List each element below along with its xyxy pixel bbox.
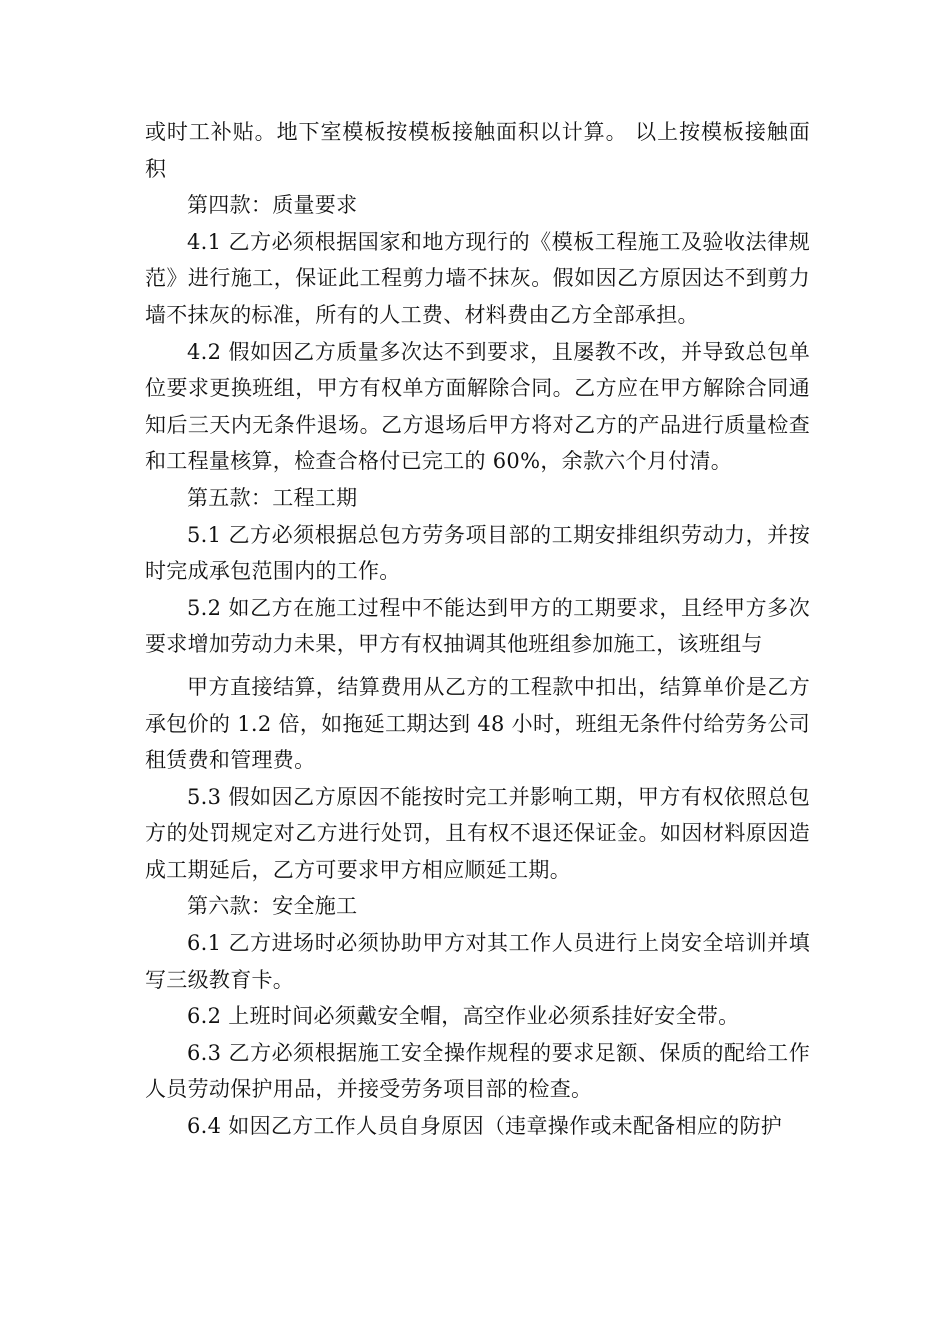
clause-6-3: 6.3 乙方必须根据施工安全操作规程的要求足额、保质的配给工作人员劳动保护用品，并接受劳务项目部的检查。 bbox=[145, 1040, 810, 1102]
clause-5-3: 5.3 假如因乙方原因不能按时完工并影响工期，甲方有权依照总包方的处罚规定对乙方进行处罚，且有权不退还保证金。如因材料原因造成工期延后，乙方可要求甲方相应顺延工期。 bbox=[145, 784, 810, 882]
clause-5-2: 5.2 如乙方在施工过程中不能达到甲方的工期要求，且经甲方多次要求增加劳动力未果，甲方有权抽调其他班组参加施工，该班组与 bbox=[145, 595, 810, 657]
clause-5-1: 5.1 乙方必须根据总包方劳务项目部的工期安排组织劳动力，并按时完成承包范围内的工作。 bbox=[145, 522, 810, 584]
clause-6-2: 6.2 上班时间必须戴安全帽，高空作业必须系挂好安全带。 bbox=[187, 1004, 740, 1029]
clause-6-1: 6.1 乙方进场时必须协助甲方对其工作人员进行上岗安全培训并填写三级教育卡。 bbox=[145, 931, 810, 992]
clause-6-4: 6.4 如因乙方工作人员自身原因（违章操作或未配备相应的防护 bbox=[187, 1114, 783, 1139]
clause-4-2: 4.2 假如因乙方质量多次达不到要求，且屡教不改，并导致总包单位要求更换班组，甲方有权单方面解除合同。乙方应在甲方解除合同通知后三天内无条件退场。乙方退场后甲方将对乙方的产品进行质量检查和工程量核算，检查合格付已完工的 60%，余款六个月付清。 bbox=[145, 339, 810, 474]
section-heading-schedule: 第五款：工程工期 bbox=[187, 485, 358, 510]
document-body bbox=[145, 114, 810, 1145]
section-heading-quality: 第四款：质量要求 bbox=[187, 193, 358, 218]
clause-5-2-continued: 甲方直接结算，结算费用从乙方的工程款中扣出，结算单价是乙方承包价的 1.2 倍，如拖延工期达到 48 小时，班组无条件付给劳务公司租赁费和管理费。 bbox=[145, 674, 810, 773]
clause-4-1: 4.1 乙方必须根据国家和地方现行的《模板工程施工及验收法律规范》进行施工，保证此工程剪力墙不抹灰。假如因乙方原因达不到剪力墙不抹灰的标准，所有的人工费、材料费由乙方全部承担。 bbox=[145, 229, 810, 327]
section-heading-safety: 第六款：安全施工 bbox=[187, 894, 358, 919]
paragraph-continuation: 或时工补贴。地下室模板按模板接触面积以计算。 以上按模板接触面积 bbox=[145, 120, 810, 181]
